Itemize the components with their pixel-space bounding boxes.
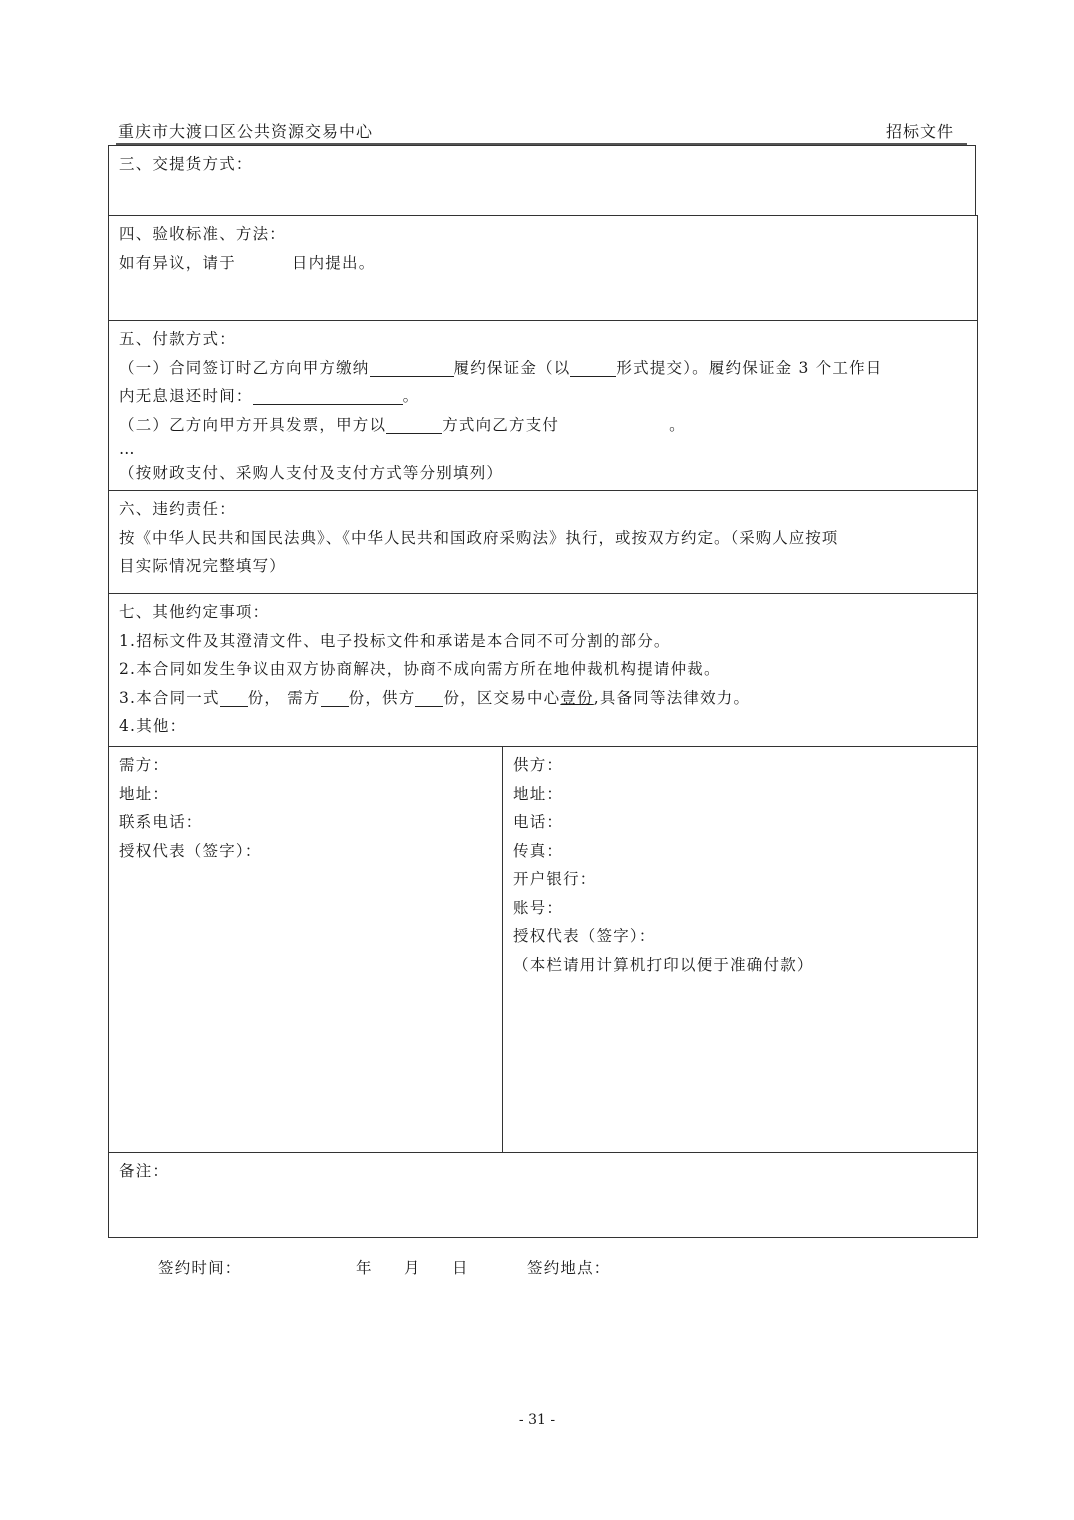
remarks-label: 备注： <box>119 1162 170 1180</box>
section-liability-title: 六、违约责任： <box>119 500 236 518</box>
supplier-bank: 开户银行： <box>513 870 597 888</box>
section-payment <box>108 320 978 491</box>
sign-time-label: 签约时间： <box>158 1259 242 1277</box>
buyer-phone: 联系电话： <box>119 813 203 831</box>
header-org: 重庆市大渡口区公共资源交易中心 <box>118 122 374 141</box>
sign-year-label: 年 <box>356 1259 373 1277</box>
payment-item-2-text-a: （二）乙方向甲方开具发票，甲方以 <box>119 415 387 434</box>
page-number: - 31 - <box>518 1412 556 1428</box>
center-copies-value: 壹份 <box>560 688 594 707</box>
buyer-label: 需方： <box>119 756 170 774</box>
supplier-representative: 授权代表（签字）： <box>513 927 656 945</box>
buyer-representative: 授权代表（签字）： <box>119 841 262 860</box>
other-term-2: 2.本合同如发生争议由双方协商解决，协商不成向需方所在地仲裁机构提请仲裁。 <box>119 660 721 678</box>
payment-item-2 <box>119 411 967 440</box>
objection-text-b: 日内提出。 <box>291 253 376 272</box>
payment-item-1-text-b: 履约保证金（以 <box>453 358 571 377</box>
other-term-3-text-d: 份，区交易中心 <box>443 688 561 707</box>
supplier-phone: 电话： <box>513 813 564 831</box>
payment-item-1-text-d: 内无息退还时间： <box>119 387 253 405</box>
liability-line-1: 按《中华人民共和国民法典》、《中华人民共和国政府采购法》执行，或按双方约定。（采购人应按项 <box>119 528 839 547</box>
buyer-copies-blank[interactable] <box>321 688 349 707</box>
payment-note: （按财政支付、采购人支付及支付方式等分别填列） <box>119 464 504 482</box>
header-doc-type: 招标文件 <box>886 122 955 141</box>
supplier-label: 供方： <box>513 756 564 774</box>
payment-item-1-text-a: （一）合同签订时乙方向甲方缴纳 <box>119 358 370 377</box>
supplier-signature-block <box>502 746 978 1153</box>
other-term-3-text-a: 3.本合同一式 <box>119 688 220 707</box>
payment-item-1-text-e: 。 <box>402 387 420 405</box>
payment-item-1-cont <box>119 382 967 411</box>
other-term-4: 4.其他： <box>119 717 187 735</box>
section-delivery <box>108 145 976 216</box>
other-term-3-text-c: 份，供方 <box>348 688 416 707</box>
objection-text-a: 如有异议，请于 <box>119 253 236 272</box>
supplier-copies-blank[interactable] <box>415 688 443 707</box>
section-acceptance <box>108 215 978 321</box>
total-copies-blank[interactable] <box>220 688 248 707</box>
payment-item-1 <box>119 354 967 383</box>
section-other-terms-title: 七、其他约定事项： <box>119 603 270 621</box>
payment-item-1-text-c: 形式提交）。履约保证金 3 个工作日 <box>616 358 883 377</box>
objection-line <box>119 249 967 278</box>
section-remarks <box>108 1152 978 1238</box>
liability-line-2: 目实际情况完整填写） <box>119 557 287 575</box>
section-other-terms <box>108 593 978 747</box>
supplier-fax: 传真： <box>513 841 564 860</box>
supplier-address: 地址： <box>513 784 564 803</box>
other-term-3 <box>119 684 967 713</box>
section-delivery-title: 三、交提货方式： <box>119 155 253 173</box>
other-term-3-text-f: ,具备同等法律效力。 <box>593 688 751 707</box>
payment-item-2-text-c: 。 <box>669 415 686 434</box>
buyer-address: 地址： <box>119 784 170 803</box>
supplier-account: 账号： <box>513 898 564 917</box>
section-payment-title: 五、付款方式： <box>119 330 236 348</box>
sign-place-label: 签约地点： <box>527 1259 611 1277</box>
deposit-form-blank[interactable] <box>570 358 616 377</box>
payment-item-2-text-b: 方式向乙方支付 <box>442 415 560 434</box>
deposit-amount-blank[interactable] <box>370 358 454 377</box>
refund-time-blank[interactable] <box>253 386 403 405</box>
section-acceptance-title: 四、验收标准、方法： <box>119 225 287 243</box>
buyer-signature-block <box>108 746 503 1153</box>
sign-day-label: 日 <box>452 1259 469 1277</box>
other-term-3-text-b: 份， 需方 <box>247 688 321 707</box>
other-term-1: 1.招标文件及其澄清文件、电子投标文件和承诺是本合同不可分割的部分。 <box>119 631 671 650</box>
payment-method-blank[interactable] <box>386 415 442 434</box>
payment-ellipsis: … <box>119 440 136 458</box>
supplier-note: （本栏请用计算机打印以便于准确付款） <box>513 955 814 974</box>
sign-month-label: 月 <box>404 1259 421 1277</box>
section-liability <box>108 490 978 594</box>
